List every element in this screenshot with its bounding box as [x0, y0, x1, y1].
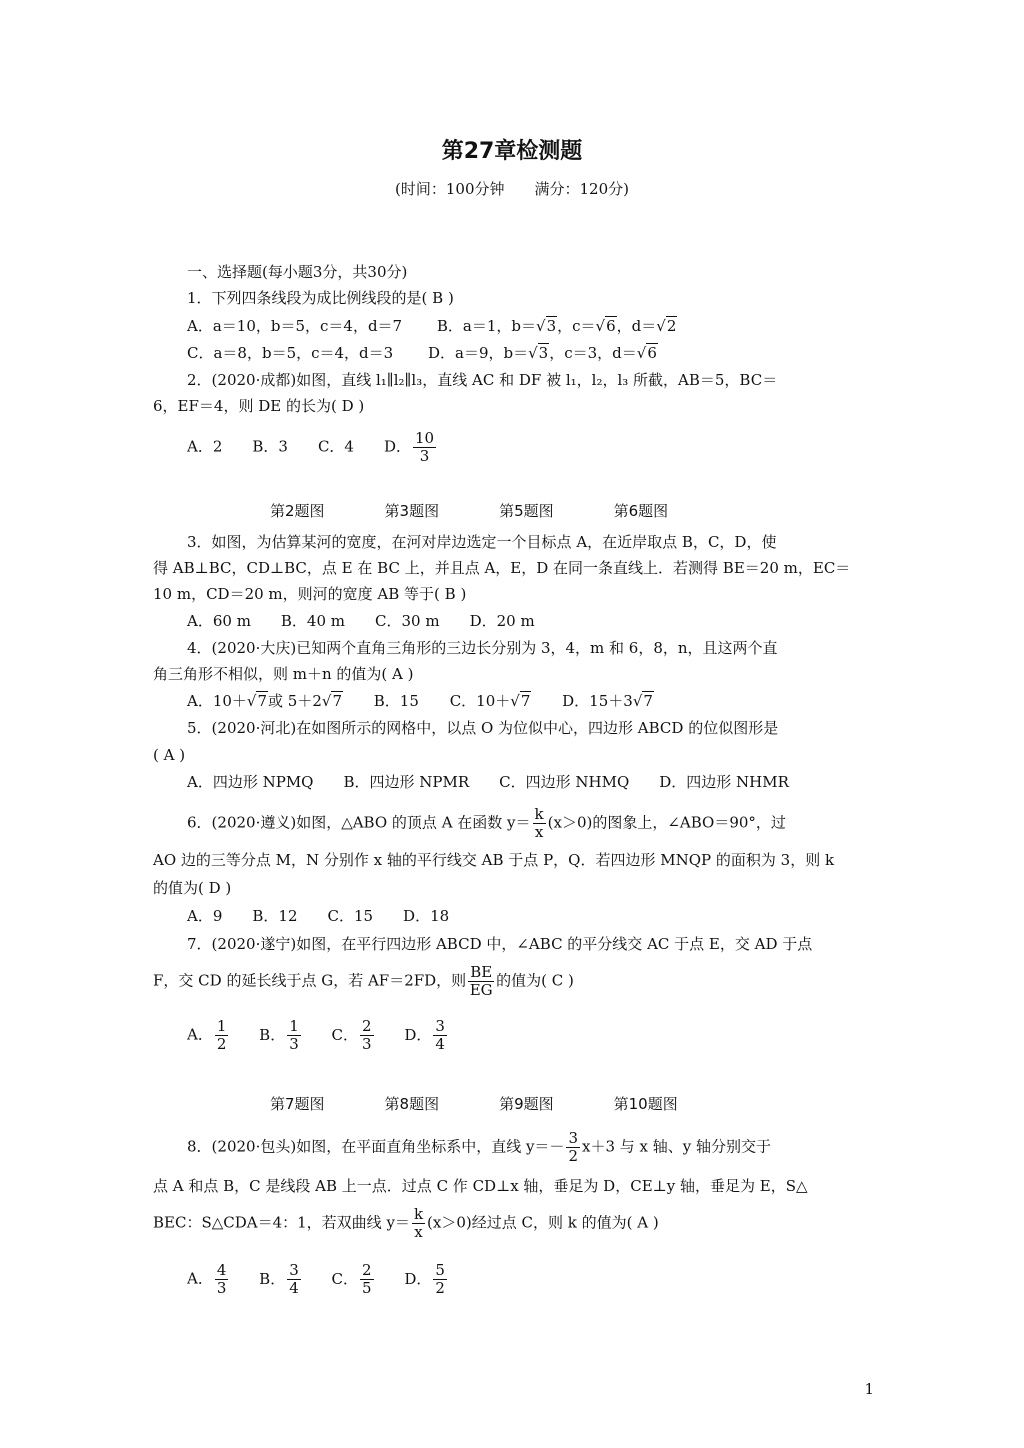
question-7-line-2: F，交 CD 的延长线于点 G，若 AF＝2FD，则 $\frac{BE}{EG}$ 的值为( C ) [153, 963, 574, 999]
question-7-line-1: 7．(2020·遂宁)如图，在平行四边形 ABCD 中，∠ABC 的平分线交 AC 于点 E，交 AD 于点 [187, 935, 813, 953]
question-4-options: A．10＋√7或 5＋2√7 B．15 C．10＋√7 D．15＋3√7 [187, 692, 653, 710]
option-c: C．a＝8，b＝5，c＝4，d＝3 [187, 344, 394, 362]
question-7-options: A． $\frac{1}{2}$ B． $\frac{1}{3}$ C． $\frac{2}{3}$ D． $\frac{3}{4}$ [187, 1017, 445, 1053]
fraction: $\frac{k}{x}$ [413, 1205, 424, 1241]
figure-caption: 第9题图 [499, 1095, 554, 1113]
question-6-line-3: 的值为( D ) [153, 879, 232, 897]
question-5-line-1: 5．(2020·河北)在如图所示的网格中，以点 O 为位似中心，四边形 ABCD 的位似图形是 [187, 719, 779, 737]
question-3-line-2: 得 AB⊥BC，CD⊥BC，点 E 在 BC 上，并且点 A，E，D 在同一条直线上．若测得 BE＝20 m，EC＝ [153, 559, 851, 577]
question-4-line-1: 4．(2020·大庆)已知两个直角三角形的三边长分别为 3，4，m 和 6，8，n，且这两个直 [187, 639, 778, 657]
figure-caption: 第10题图 [613, 1095, 678, 1113]
figure-captions-row-1 [270, 500, 728, 521]
question-2-line-1: 2．(2020·成都)如图，直线 l₁∥l₂∥l₃，直线 AC 和 DF 被 l₁，l₂，l₃ 所截，AB＝5，BC＝ [187, 371, 778, 389]
figure-caption: 第7题图 [270, 1095, 325, 1113]
question-5-options: A．四边形 NPMQ B．四边形 NPMR C．四边形 NHMQ D．四边形 NHMR [187, 773, 789, 791]
question-8-line-3: BEC：S△CDA＝4：1，若双曲线 y＝ $\frac{k}{x}$ (x＞0)经过点 C，则 k 的值为( A ) [153, 1205, 659, 1241]
option-b: B．a＝1，b＝√3，c＝√6，d＝√2 [436, 317, 677, 335]
question-3-line-1: 3．如图，为估算某河的宽度，在河对岸边选定一个目标点 A，在近岸取点 B，C，D，使 [187, 533, 777, 551]
question-3-line-3: 10 m，CD＝20 m，则河的宽度 AB 等于( B ) [153, 585, 467, 603]
fraction: $\frac{k}{x}$ [534, 805, 544, 841]
fraction: $\frac{3}{2}$ [568, 1129, 578, 1165]
question-8-line-1: 8．(2020·包头)如图，在平面直角坐标系中，直线 y＝－ $\frac{3}{2}$ x＋3 与 x 轴、y 轴分别交于 [187, 1129, 771, 1165]
figure-caption: 第6题图 [613, 502, 669, 520]
question-6-line-1: 6．(2020·遵义)如图，△ABO 的顶点 A 在函数 y＝ $\frac{k}{x}$ (x＞0)的图象上，∠ABO＝90°，过 [187, 805, 786, 841]
question-2-line-2: 6，EF＝4，则 DE 的长为( D ) [153, 397, 365, 415]
question-3-options: A．60 m B．40 m C．30 m D．20 m [187, 612, 535, 630]
question-4-line-2: 角三角形不相似，则 m＋n 的值为( A ) [153, 665, 414, 683]
figure-caption: 第3题图 [384, 502, 440, 520]
option-a: A．a＝10，b＝5，c＝4，d＝7 [187, 317, 403, 335]
fraction: $\frac{10}{3}$ [415, 429, 435, 465]
question-1-stem: 1．下列四条线段为成比例线段的是( B ) [187, 289, 454, 307]
question-8-line-2: 点 A 和点 B，C 是线段 AB 上一点．过点 C 作 CD⊥x 轴，垂足为 D，CE⊥y 轴，垂足为 E，S△ [153, 1177, 808, 1195]
question-1-options-cd [187, 343, 658, 363]
figure-captions-row-2 [270, 1093, 738, 1114]
option-d: D．a＝9，b＝√3，c＝3，d＝√6 [427, 344, 657, 362]
fraction: $\frac{BE}{EG}$ [469, 963, 493, 999]
question-6-line-2: AO 边的三等分点 M，N 分别作 x 轴的平行线交 AB 于点 P，Q．若四边形 MNQP 的面积为 3，则 k [153, 851, 835, 869]
figure-caption: 第8题图 [384, 1095, 440, 1113]
question-2-options: A．2 B．3 C．4 D． $\frac{10}{3}$ [187, 429, 435, 465]
figure-caption: 第5题图 [499, 502, 554, 520]
figure-caption: 第2题图 [270, 502, 325, 520]
question-6-options: A．9 B．12 C．15 D．18 [187, 907, 450, 925]
page-number: 1 [864, 1380, 874, 1398]
question-5-line-2: ( A ) [153, 746, 186, 764]
page-title: 第27章检测题 [441, 139, 583, 164]
question-1-options-ab [187, 316, 677, 336]
question-8-options: A． $\frac{4}{3}$ B． $\frac{3}{4}$ C． $\frac{2}{5}$ D． $\frac{5}{2}$ [187, 1261, 445, 1297]
section-heading: 一、选择题(每小题3分，共30分) [187, 263, 408, 281]
page-subtitle: (时间：100分钟 满分：120分) [395, 180, 629, 198]
